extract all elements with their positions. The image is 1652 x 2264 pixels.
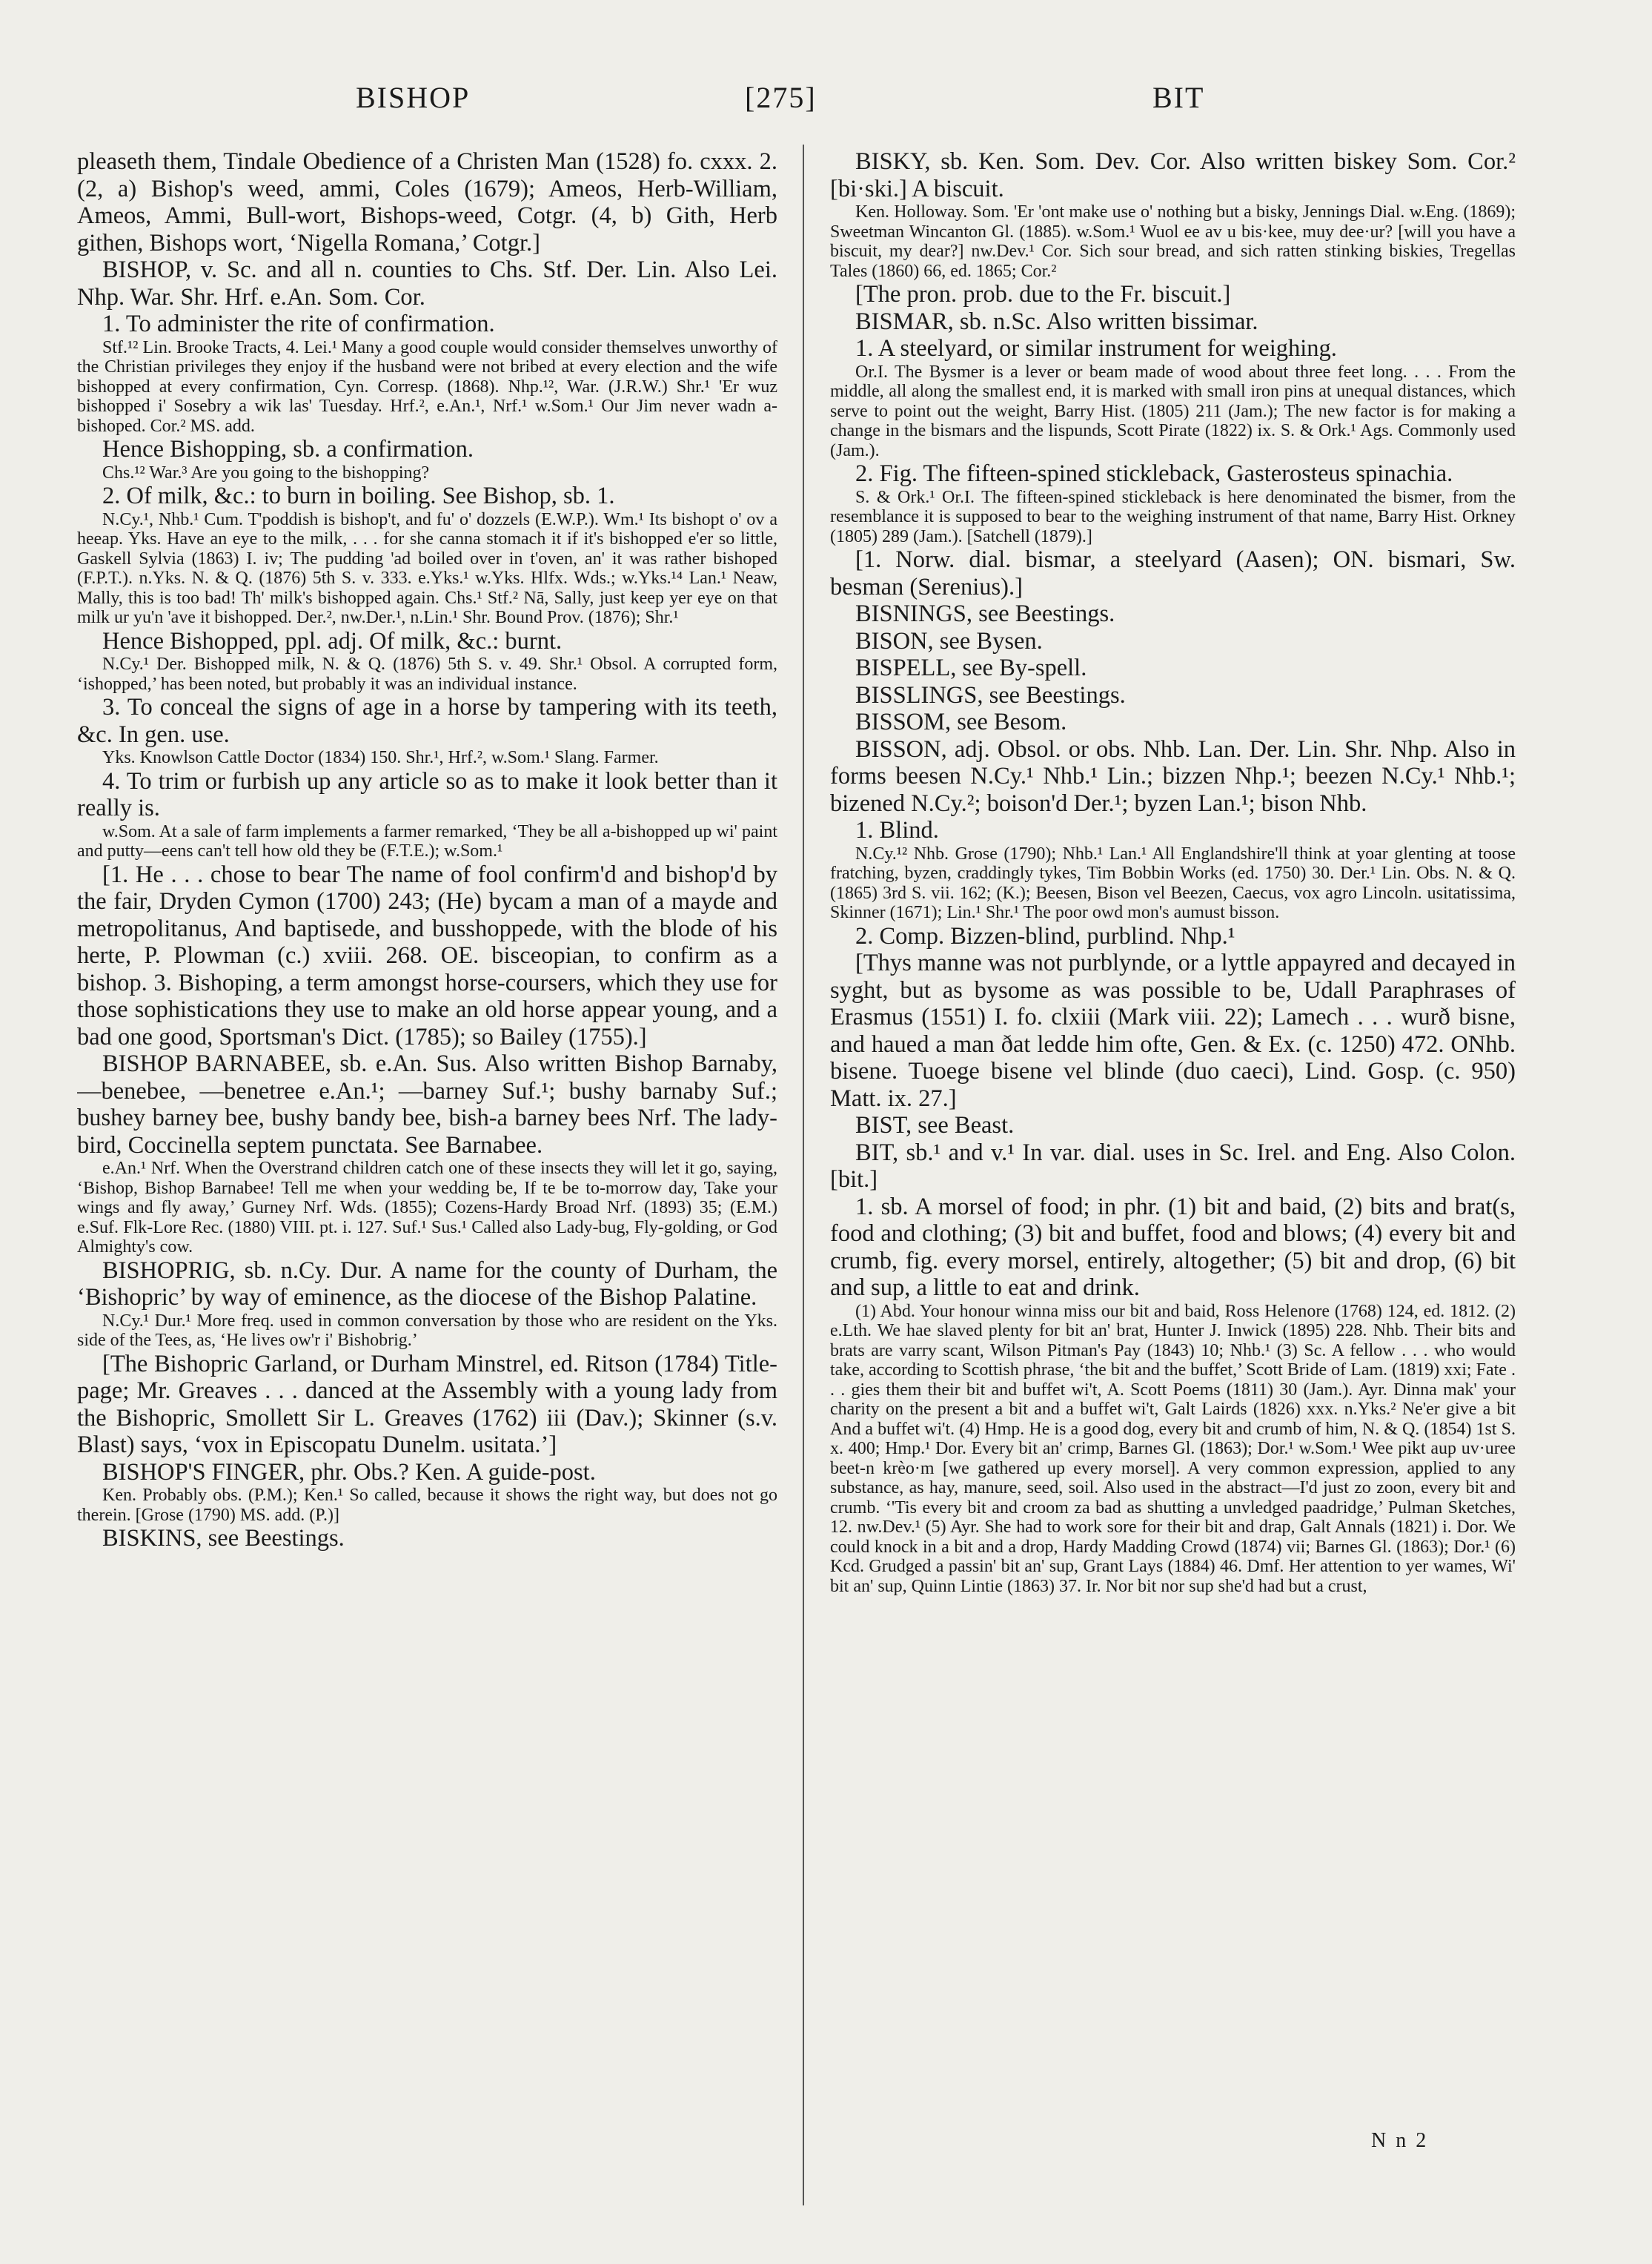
column-divider [803,145,804,2205]
entry-paragraph: 2. Fig. The fifteen-spined stickleback, Gasterosteus spinachia. [855,460,1453,487]
entry-paragraph: 1. A steelyard, or similar instrument for weighing. [855,335,1337,362]
header-left-guideword: BISHOP [356,81,471,114]
entry-paragraph: [1. Norw. dial. bismar, a steelyard (Aasen); ON. bismari, Sw. besman (Serenius).] [830,546,1516,600]
citation-paragraph: Stf.¹² Lin. Brooke Tracts, 4. Lei.¹ Many a good couple would consider themselves unworthy of the Christian privileges they enjoy if the husband were not bribed at every election and the wife bishopped at every confirmation, Cyn. Corresp. (1868). Nhp.¹², War. (J.R.W.) Shr.¹ 'Er wuz bishopped i' Sosebry a wik las' Tuesday. Hrf.², e.An.¹, Nrf.¹ w.Som.¹ Our Jim never wadn a-bishoped. Cor.² MS. add. [77,337,777,436]
entry-paragraph: BISKINS, see Beestings. [102,1525,345,1552]
entry-paragraph: BISON, see Bysen. [855,627,1043,655]
citation-paragraph: Yks. Knowlson Cattle Doctor (1834) 150. Shr.¹, Hrf.², w.Som.¹ Slang. Farmer. [102,748,659,767]
entry-paragraph: 2. Of milk, &c.: to burn in boiling. See Bishop, sb. 1. [102,483,615,509]
entry-paragraph: Hence Bishopped, ppl. adj. Of milk, &c.: burnt. [102,627,563,655]
right-column [830,148,1516,2150]
citation-paragraph: e.An.¹ Nrf. When the Overstrand children catch one of these insects they will let it go, saying, ‘Bishop, Bishop Barnabee! Tell me when your wedding be, If te be to-morrow day, Take your wings and fly away,’ Gurney Nrf. Wds. (1855); Cozens-Hardy Broad Nrf. (1893) 35; (E.M.) e.Suf. Flk-Lore Rec. (1880) VIII. pt. i. 127. Suf.¹ Sus.¹ Called also Lady-bug, Fly-golding, or God Almighty's cow. [77,1159,777,1257]
citation-paragraph: S. & Ork.¹ Or.I. The fifteen-spined stickleback is here denominated the bismer, from the resemblance it is supposed to bear to the weighing instrument of that name, Barry Hist. Orkney (1805) 289 (Jam.). [Satchell (1879).] [830,487,1516,546]
entry-paragraph: BISHOP, v. Sc. and all n. counties to Chs. Stf. Der. Lin. Also Lei. Nhp. War. Shr. Hrf. e.An. Som. Cor. [77,256,777,311]
citation-paragraph: Ken. Holloway. Som. 'Er 'ont make use o' nothing but a bisky, Jennings Dial. w.Eng. (1869); Sweetman Wincanton Gl. (1885). w.Som.¹ Wuol ee av u bis·kee, muy dee·ur? [will you have a biscuit, my dear?] nw.Dev.¹ Cor. Sich sour bread, and sich ratten stinking biskies, Tregellas Tales (1860) 66, ed. 1865; Cor.² [830,202,1516,281]
page-number: [275] [745,81,817,114]
entry-paragraph: 4. To trim or furbish up any article so as to make it look better than it really is. [77,767,777,821]
entry-paragraph: [The Bishopric Garland, or Durham Minstrel, ed. Ritson (1784) Title-page; Mr. Greaves . . . danced at the Assembly with a young lady from the Bishopric, Smollett Sir L. Greaves (1762) iii (Dav.); Skinner (s.v. Blast) says, ‘vox in Episcopatu Dunelm. usitata.’] [77,1350,777,1458]
citation-paragraph: N.Cy.¹ Der. Bishopped milk, N. & Q. (1876) 5th S. v. 49. Shr.¹ Obsol. A corrupted form, ‘ishopped,’ has been noted, but probably it was an individual instance. [77,655,777,694]
entry-paragraph: BISKY, sb. Ken. Som. Dev. Cor. Also written biskey Som. Cor.² [bi·ski.] A biscuit. [830,148,1516,202]
entry-paragraph: [Thys manne was not purblynde, or a lyttle appayred and decayed in syght, but as bysome as was possible to be, Udall Paraphrases of Erasmus (1551) I. fo. clxiii (Mark viii. 22); Lamech . . . wurð bisne, and haued a man ðat ledde him ofte, Gen. & Ex. (c. 1250) 472. ONhb. bisene. Tuoege bisene vel blinde (duo caeci), Lind. Gosp. (c. 950) Matt. ix. 27.] [830,950,1516,1112]
running-head [74,80,1578,125]
left-column [77,148,777,2113]
entry-paragraph: BIST, see Beast. [855,1112,1015,1139]
entry-paragraph: pleaseth them, Tindale Obedience of a Christen Man (1528) fo. cxxx. 2. (2, a) Bishop's weed, ammi, Coles (1679); Ameos, Herb-William, Ameos, Ammi, Bull-wort, Bishops-weed, Cotgr. (4, b) Gith, Herb githen, Bishops wort, ‘Nigella Romana,’ Cotgr.] [77,148,777,256]
entry-paragraph: BISMAR, sb. n.Sc. Also written bissimar. [855,308,1258,335]
entry-paragraph: 3. To conceal the signs of age in a horse by tampering with its teeth, &c. In gen. use. [77,694,777,748]
citation-paragraph: Chs.¹² War.³ Are you going to the bishopping? [102,463,430,483]
signature-mark: N n 2 [1371,2129,1429,2152]
entry-paragraph: BISNINGS, see Beestings. [855,600,1115,627]
citation-paragraph: N.Cy.¹, Nhb.¹ Cum. T'poddish is bishop't, and fu' o' dozzels (E.W.P.). Wm.¹ Its bishopt o' ov a heeap. Yks. Have an eye to the milk, . . . for she canna stomach it if it's bishopped e'er so little, Gaskell Sylvia (1863) I. iv; The pudding 'ad boiled over in t'oven, an' it was rather bishoped (F.P.T.). n.Yks. N. & Q. (1876) 5th S. v. 333. e.Yks.¹ w.Yks. Hlfx. Wds.; w.Yks.¹⁴ Lan.¹ Neaw, Mally, this is too bad! Th' milk's bishopped again. Chs.¹ Stf.² Nā, Sally, just keep yer eye on that milk ur yu'n 'ave it bishopped. Der.², nw.Der.¹, n.Lin.¹ Shr. Bound Prov. (1876); Shr.¹ [77,509,777,627]
entry-paragraph: 1. Blind. [855,817,939,844]
citation-paragraph: Or.I. The Bysmer is a lever or beam made of wood about three feet long. . . . From the middle, all along the smallest end, it is marked with small iron pins at unequal distances, which serve to point out the weight, Barry Hist. (1805) 211 (Jam.); The new factor is for making a change in the bismars and the lispunds, Scott Pirate (1822) ix. S. & Ork.¹ Ags. Commonly used (Jam.). [830,362,1516,460]
entry-paragraph: [The pron. prob. due to the Fr. biscuit.] [855,281,1231,308]
header-right-guideword: BIT [1152,81,1205,114]
citation-paragraph: N.Cy.¹ Dur.¹ More freq. used in common conversation by those who are resident on the Yks. side of the Tees, as, ‘He lives ow'r i' Bishobrig.’ [77,1311,777,1350]
entry-paragraph: BISPELL, see By-spell. [855,655,1087,681]
entry-paragraph: Hence Bishopping, sb. a confirmation. [102,436,474,463]
entry-paragraph: BISHOP'S FINGER, phr. Obs.? Ken. A guide-post. [102,1458,596,1486]
citation-paragraph: N.Cy.¹² Nhb. Grose (1790); Nhb.¹ Lan.¹ All Englandshire'll think at yoar glenting at toose fratching, byzen, craddingly tykes, Tim Bobbin Works (ed. 1750) 30. Der.¹ Lin. Obs. N. & Q. (1865) 3rd S. vii. 162; (K.); Beesen, Bison vel Beezen, Caecus, vox agro Lincoln. usitatissima, Skinner (1671); Lin.¹ Shr.¹ The poor owd mon's aumust bisson. [830,844,1516,922]
entry-paragraph: BISSLINGS, see Beestings. [855,681,1126,709]
entry-paragraph: BIT, sb.¹ and v.¹ In var. dial. uses in Sc. Irel. and Eng. Also Colon. [bit.] [830,1139,1516,1193]
entry-paragraph: [1. He . . . chose to bear The name of fool confirm'd and bishop'd by the fair, Dryden Cymon (1700) 243; (He) bycam a man of a mayde and metropolitanus, And baptisede, and busshoppede, with the blode of his herte, P. Plowman (c.) xviii. 268. OE. bisceopian, to confirm as a bishop. 3. Bishoping, a term amongst horse-coursers, which they use for those sophistications they use to make an old horse appear young, and a bad one good, Sportsman's Dict. (1785); so Bailey (1755).] [77,861,777,1050]
citation-paragraph: w.Som. At a sale of farm implements a farmer remarked, ‘They be all a-bishopped up wi' paint and putty—eens can't tell how old they be (F.T.E.); w.Som.¹ [77,821,777,861]
citation-paragraph: (1) Abd. Your honour winna miss our bit and baid, Ross Helenore (1768) 124, ed. 1812. (2) e.Lth. We hae slaved plenty for bit an' brat, Hunter J. Inwick (1895) 228. Nhb. Their bits and brats are varry scant, Wilson Pitman's Pay (1843) 10; Nhb.¹ (3) Sc. A fellow . . . who would take, according to Scottish phrase, ‘the bit and the buffet,’ Scott Bride of Lam. (1819) xxi; Fate . . . gies them their bit and buffet wi't, A. Scott Poems (1811) 30 (Jam.). Ayr. Dinna mak' your charity on the present a bit and a buffet wi't, Galt Lairds (1826) xxx. n.Yks.² Ne'er give a bit And a buffet wi't. (4) Hmp. He is a good dog, every bit and crumb of him, N. & Q. (1854) 1st S. x. 400; Hmp.¹ Dor. Every bit an' crimp, Barnes Gl. (1863); Dor.¹ w.Som.¹ Wee pikt aup uv·uree beet-n krèo·m [we gathered up every morsel]. A very common expression, applied to any substance, as hay, manure, seed, soil. Also used in the abstract—I'd just zo zoon, every bit and crumb. ‘'Tis every bit and croom za bad as shutting a unvledged paadridge,’ Pulman Sketches, 12. nw.Dev.¹ (5) Ayr. She had to work sore for their bit and drap, Galt Annals (1821) i. Dor. We could knock in a bit and a drop, Hardy Madding Crowd (1874) vii; Barnes Gl. (1863); Dor.¹ (6) Kcd. Grudged a passin' bit an' sup, Grant Lays (1884) 46. Dmf. Her attention to yer wames, Wi' bit an' sup, Quinn Lintie (1863) 37. Ir. Nor bit nor sup she'd had but a crust, [830,1301,1516,1596]
entry-paragraph: 2. Comp. Bizzen-blind, purblind. Nhp.¹ [855,922,1235,950]
entry-paragraph: BISHOPRIG, sb. n.Cy. Dur. A name for the county of Durham, the ‘Bishopric’ by way of eminence, as the diocese of the Bishop Palatine. [77,1257,777,1311]
entry-paragraph: BISSON, adj. Obsol. or obs. Nhb. Lan. Der. Lin. Shr. Nhp. Also in forms beesen N.Cy.¹ Nhb.¹ Lin.; bizzen Nhp.¹; beezen N.Cy.¹ Nhb.¹; bizened N.Cy.²; boison'd Der.¹; byzen Lan.¹; bison Nhb. [830,735,1516,817]
citation-paragraph: Ken. Probably obs. (P.M.); Ken.¹ So called, because it shows the right way, but does not go therein. [Grose (1790) MS. add. (P.)] [77,1486,777,1525]
entry-paragraph: 1. sb. A morsel of food; in phr. (1) bit and baid, (2) bits and brat(s, food and clothing; (3) bit and buffet, food and blows; (4) every bit and crumb, fig. every morsel, entirely, altogether; (5) bit and drop, (6) bit and sup, a little to eat and drink. [830,1193,1516,1301]
entry-paragraph: BISSOM, see Besom. [855,709,1067,735]
entry-paragraph: BISHOP BARNABEE, sb. e.An. Sus. Also written Bishop Barnaby, —benebee, —benetree e.An.¹; —barney Suf.¹; bushy barnaby Suf.; bushey barney bee, bushy bandy bee, bish-a barney bees Nrf. The lady-bird, Coccinella septem punctata. See Barnabee. [77,1050,777,1159]
entry-paragraph: 1. To administer the rite of confirmation. [102,311,495,337]
